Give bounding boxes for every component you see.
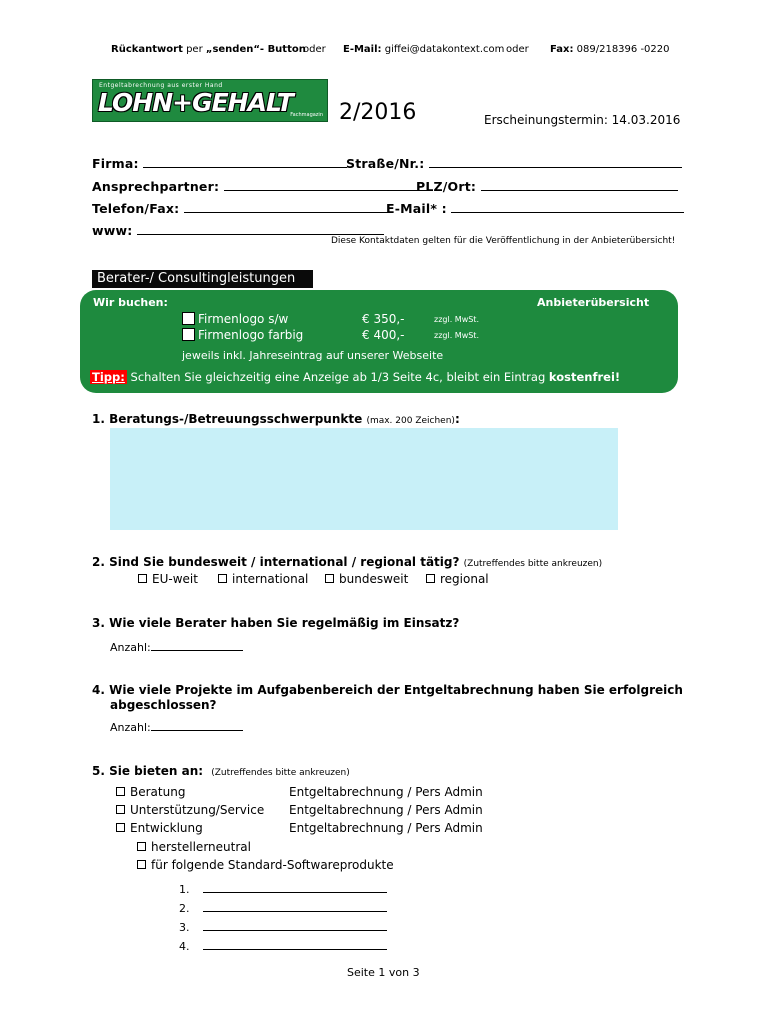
page-number: Seite 1 von 3 bbox=[347, 966, 420, 979]
reply-bold: Rückantwort bbox=[111, 44, 183, 55]
anbieter-label: Anbieterübersicht bbox=[537, 296, 650, 309]
option-logo-sw bbox=[182, 312, 288, 326]
q5-option-unterstuetzung[interactable] bbox=[116, 803, 264, 817]
checkbox-beratung[interactable] bbox=[116, 787, 125, 796]
email-field[interactable] bbox=[451, 200, 684, 213]
reply-info bbox=[111, 44, 306, 55]
q3-anzahl-label: Anzahl: bbox=[110, 641, 151, 654]
q3-heading bbox=[92, 616, 459, 630]
publication-date: Erscheinungstermin: 14.03.2016 bbox=[484, 113, 681, 127]
strasse-label: Straße/Nr.: bbox=[346, 156, 425, 171]
telefon-row bbox=[92, 200, 388, 216]
issue-number: 2/2016 bbox=[339, 100, 417, 125]
q2-option-eu[interactable] bbox=[138, 572, 198, 586]
www-label: www: bbox=[92, 223, 133, 238]
telefon-label: Telefon/Fax: bbox=[92, 201, 180, 216]
email-label: E-Mail* : bbox=[386, 201, 447, 216]
q5-entwicklung-area: Entgeltabrechnung / Pers Admin bbox=[289, 821, 483, 835]
q5-option-unterstuetzung-label: Unterstützung/Service bbox=[130, 803, 265, 817]
q5-option-entwicklung[interactable] bbox=[116, 821, 203, 835]
tipp-text: Schalten Sie gleichzeitig eine Anzeige ab 1/3 Seite 4c, bleibt ein Eintrag bbox=[130, 370, 546, 384]
section-title: Berater-/ Consultingleistungen bbox=[92, 270, 313, 288]
q3-num: 3. bbox=[92, 616, 105, 630]
checkbox-regional[interactable] bbox=[426, 574, 435, 583]
logo-sub: Fachmagazin bbox=[290, 112, 323, 118]
checkbox-bundesweit[interactable] bbox=[325, 574, 334, 583]
logo-tagline: Entgeltabrechnung aus erster Hand bbox=[99, 82, 223, 89]
q5-option-standard-software-label: für folgende Standard-Softwareprodukte bbox=[151, 858, 394, 872]
checkbox-unterstuetzung[interactable] bbox=[116, 805, 125, 814]
q4-anzahl-field[interactable] bbox=[151, 719, 243, 731]
option-logo-farbig-label: Firmenlogo farbig bbox=[198, 328, 304, 342]
tipp-label: Tipp: bbox=[92, 370, 125, 384]
plz-field[interactable] bbox=[481, 178, 678, 191]
email-contact-value[interactable]: giffei@datakontext.com bbox=[384, 44, 505, 55]
software-line-4 bbox=[179, 938, 387, 953]
ansprech-field[interactable] bbox=[224, 178, 428, 191]
contact-note: Diese Kontaktdaten gelten für die Veröffentlichung in der Anbieterübersicht! bbox=[331, 236, 676, 246]
ansprech-label: Ansprechpartner: bbox=[92, 179, 220, 194]
tax-logo-sw: zzgl. MwSt. bbox=[434, 315, 479, 324]
fax-contact bbox=[550, 44, 670, 55]
q2-option-bundesweit-label: bundesweit bbox=[339, 572, 409, 586]
q5-option-herstellerneutral-label: herstellerneutral bbox=[151, 840, 251, 854]
plz-row bbox=[416, 178, 678, 194]
q4-title-line1: Wie viele Projekte im Aufgabenbereich der Entgeltabrechnung haben Sie erfolgreich bbox=[109, 683, 683, 697]
tipp-bold: kostenfrei! bbox=[548, 370, 621, 384]
magazine-logo bbox=[92, 79, 328, 122]
q2-option-regional-label: regional bbox=[440, 572, 489, 586]
q2-option-international[interactable] bbox=[218, 572, 308, 586]
q4-heading bbox=[92, 683, 683, 697]
checkbox-entwicklung[interactable] bbox=[116, 823, 125, 832]
tax-logo-farbig: zzgl. MwSt. bbox=[434, 331, 479, 340]
firma-field[interactable] bbox=[143, 155, 347, 168]
q5-option-entwicklung-label: Entwicklung bbox=[130, 821, 203, 835]
q4-anzahl bbox=[110, 719, 243, 734]
telefon-field[interactable] bbox=[184, 200, 388, 213]
inkl-text: jeweils inkl. Jahreseintrag auf unserer Webseite bbox=[182, 349, 444, 362]
q2-option-regional[interactable] bbox=[426, 572, 489, 586]
q1-colon: : bbox=[454, 412, 460, 426]
checkbox-international[interactable] bbox=[218, 574, 227, 583]
price-logo-farbig: € 400,- bbox=[362, 328, 405, 342]
firma-label: Firma: bbox=[92, 156, 139, 171]
tipp-line bbox=[90, 370, 620, 384]
software-field-2[interactable] bbox=[203, 900, 387, 912]
email-row bbox=[386, 200, 684, 216]
q1-title: Beratungs-/Betreuungsschwerpunkte bbox=[109, 412, 363, 426]
logo-name: LOHN+GEHALT bbox=[98, 88, 293, 117]
q4-anzahl-label: Anzahl: bbox=[110, 721, 151, 734]
checkbox-logo-farbig[interactable] bbox=[182, 328, 195, 341]
q5-beratung-area: Entgeltabrechnung / Pers Admin bbox=[289, 785, 483, 799]
option-logo-farbig bbox=[182, 328, 303, 342]
q5-option-herstellerneutral[interactable] bbox=[137, 840, 251, 854]
email-contact-label: E-Mail: bbox=[343, 44, 382, 55]
q4-num: 4. bbox=[92, 683, 105, 697]
option-logo-sw-label: Firmenlogo s/w bbox=[198, 312, 289, 326]
checkbox-standard-software[interactable] bbox=[137, 860, 146, 869]
checkbox-herstellerneutral[interactable] bbox=[137, 842, 146, 851]
software-field-4[interactable] bbox=[203, 938, 387, 950]
q3-anzahl bbox=[110, 639, 243, 654]
plz-label: PLZ/Ort: bbox=[416, 179, 477, 194]
q1-heading bbox=[92, 412, 460, 426]
q5-heading bbox=[92, 764, 350, 778]
software-field-1[interactable] bbox=[203, 881, 387, 893]
q2-option-eu-label: EU-weit bbox=[152, 572, 198, 586]
beratung-textarea[interactable] bbox=[110, 428, 618, 530]
q5-unterstuetzung-area: Entgeltabrechnung / Pers Admin bbox=[289, 803, 483, 817]
software-line-2 bbox=[179, 900, 387, 915]
oder-2: oder bbox=[506, 44, 529, 55]
q5-option-beratung[interactable] bbox=[116, 785, 185, 799]
wir-buchen-label: Wir buchen: bbox=[93, 296, 168, 309]
email-contact bbox=[343, 44, 504, 55]
q3-anzahl-field[interactable] bbox=[151, 639, 243, 651]
q5-title: Sie bieten an: bbox=[109, 764, 204, 778]
software-line-3-num: 3. bbox=[179, 921, 190, 934]
q4-title-line2: abgeschlossen? bbox=[110, 698, 217, 712]
software-line-1 bbox=[179, 881, 387, 896]
q2-heading bbox=[92, 555, 602, 569]
firma-row bbox=[92, 155, 347, 171]
software-line-4-num: 4. bbox=[179, 940, 190, 953]
q1-hint: (max. 200 Zeichen) bbox=[366, 416, 455, 426]
fax-contact-value: 089/218396 -0220 bbox=[576, 44, 670, 55]
software-line-1-num: 1. bbox=[179, 883, 190, 896]
strasse-row bbox=[346, 155, 682, 171]
q2-num: 2. bbox=[92, 555, 105, 569]
reply-button-text: „senden“- Button bbox=[205, 44, 306, 55]
q2-option-international-label: international bbox=[232, 572, 309, 586]
reply-per: per bbox=[186, 44, 203, 55]
checkbox-eu[interactable] bbox=[138, 574, 147, 583]
q2-option-bundesweit[interactable] bbox=[325, 572, 408, 586]
q1-num: 1. bbox=[92, 412, 105, 426]
software-line-2-num: 2. bbox=[179, 902, 190, 915]
www-field[interactable] bbox=[137, 222, 384, 235]
q3-title: Wie viele Berater haben Sie regelmäßig im Einsatz? bbox=[109, 616, 460, 630]
q5-option-beratung-label: Beratung bbox=[130, 785, 186, 799]
software-field-3[interactable] bbox=[203, 919, 387, 931]
price-logo-sw: € 350,- bbox=[362, 312, 405, 326]
q5-hint: (Zutreffendes bitte ankreuzen) bbox=[211, 768, 350, 778]
ansprech-row bbox=[92, 178, 428, 194]
software-line-3 bbox=[179, 919, 387, 934]
strasse-field[interactable] bbox=[429, 155, 682, 168]
checkbox-logo-sw[interactable] bbox=[182, 312, 195, 325]
q5-option-standard-software[interactable] bbox=[137, 858, 394, 872]
q2-hint: (Zutreffendes bitte ankreuzen) bbox=[463, 559, 603, 569]
fax-contact-label: Fax: bbox=[550, 44, 574, 55]
q2-title: Sind Sie bundesweit / international / regional tätig? bbox=[109, 555, 460, 569]
q5-num: 5. bbox=[92, 764, 105, 778]
booking-box bbox=[80, 290, 678, 393]
oder-1: oder bbox=[303, 44, 326, 55]
